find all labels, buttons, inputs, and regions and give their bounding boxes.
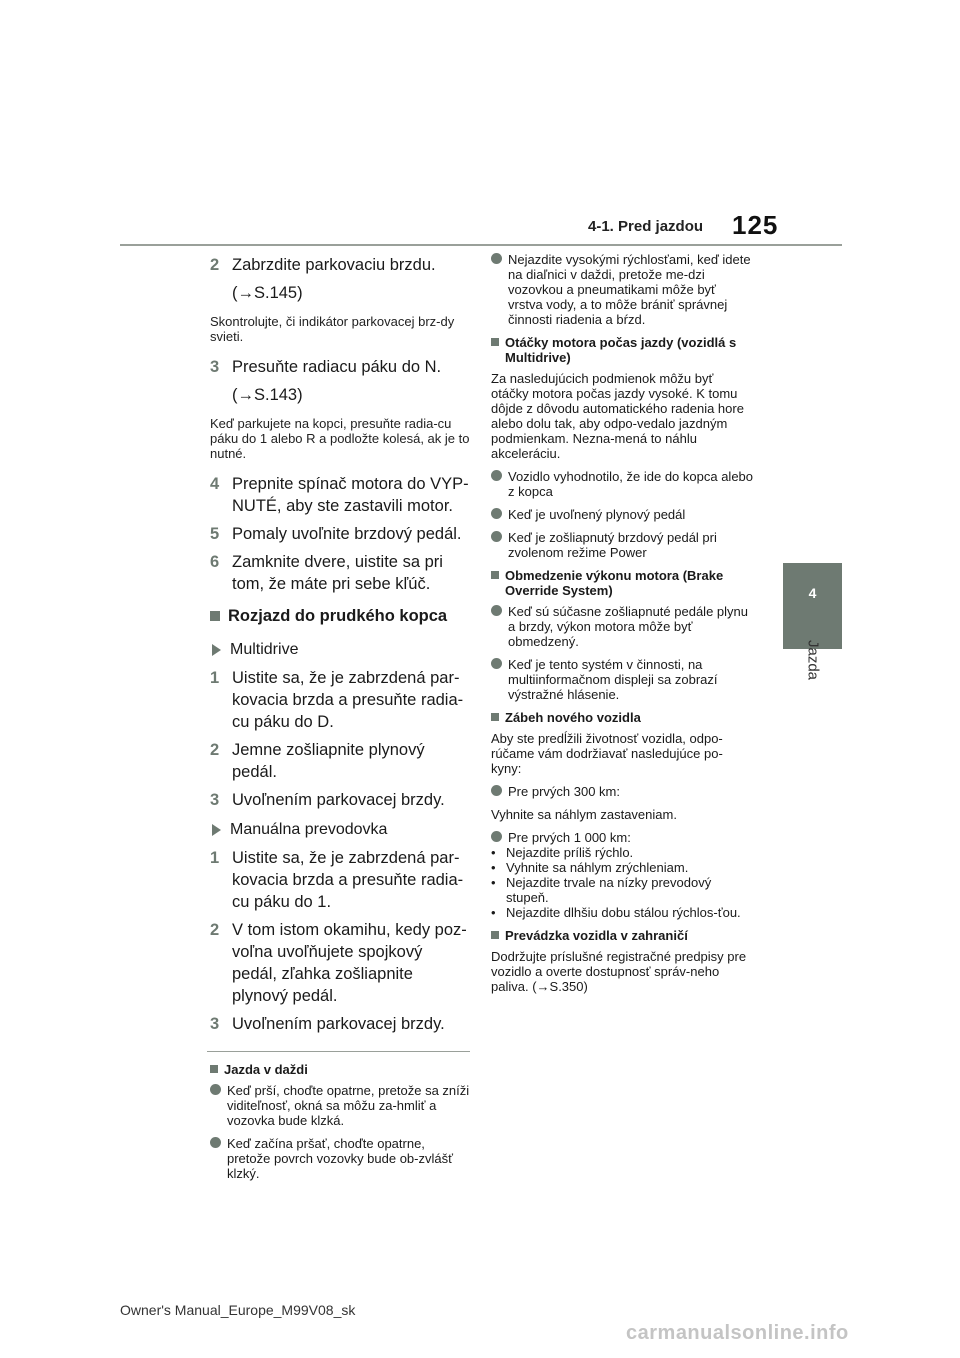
footer-text: Owner's Manual_Europe_M99V08_sk	[120, 1302, 356, 1318]
list-item	[210, 739, 470, 783]
dash-item-text: Nejazdite dlhšiu dobu stálou rýchlos-ťou.	[506, 905, 741, 920]
paragraph: Vyhnite sa náhlym zastaveniam.	[491, 807, 677, 822]
step-text: Uistite sa, že je zabrzdená par-kovacia brzda a presuňte radia-cu páku do D.	[232, 669, 464, 731]
step-text: Zamknite dvere, uistite sa pri tom, že máte pri sebe kľúč.	[232, 553, 443, 593]
bullet-item	[491, 507, 753, 522]
chapter-label-text: Jazda	[804, 640, 822, 681]
bullet-text: Pre prvých 1 000 km:	[508, 830, 631, 845]
step-text: Prepnite spínač motora do VYP-NUTÉ, aby ste zastavili motor.	[232, 475, 469, 515]
step-number: 1	[210, 669, 220, 687]
right-column	[491, 252, 753, 1002]
dot-bullet-icon	[210, 1084, 221, 1095]
heading-text: Rozjazd do prudkého kopca	[228, 607, 448, 625]
dot-bullet-icon	[491, 253, 502, 264]
bullet-item	[210, 1083, 470, 1128]
dot-bullet-icon	[491, 785, 502, 796]
step-3	[210, 356, 470, 378]
bullet-text: Vozidlo vyhodnotilo, že ide do kopca alebo z kopca	[508, 469, 754, 499]
bullet-item	[491, 530, 753, 560]
info-heading	[491, 568, 753, 598]
bullet-text: Keď začína pršať, choďte opatrne, pretože povrch vozovky bude ob-zvlášť klzký.	[227, 1136, 453, 1181]
dot-bullet-icon	[491, 470, 502, 481]
dash-list	[491, 845, 753, 920]
step-number: 3	[210, 791, 220, 809]
square-bullet-icon	[210, 1065, 218, 1073]
note: Skontrolujte, či indikátor parkovacej brz-dy svieti.	[210, 314, 455, 344]
page-number: 125	[732, 210, 779, 240]
section-title: 4-1. Pred jazdou	[588, 218, 704, 235]
list-item	[210, 847, 470, 913]
bullet-text: Keď je uvoľnený plynový pedál	[508, 507, 686, 522]
paragraph: Za nasledujúcich podmienok môžu byť otáčky motora počas jazdy vysoké. K tomu dôjde z dôvodu automatického radenia hore alebo dolu tak, aby odpo-vedalo jazdným podmienkam. Nezna-mená to náhlu akceleráciu.	[491, 371, 744, 461]
square-bullet-icon	[491, 571, 499, 579]
triangle-bullet-icon	[212, 824, 221, 836]
step-number: 2	[210, 921, 220, 939]
bullet-text: Nejazdite vysokými rýchlosťami, keď idete na diaľnici v daždi, pretože me-dzi vozovkou a pneumatikami môže byť vrstva vody, a to môže brániť správnej činnosti riadenia a bŕzd.	[508, 252, 751, 327]
step-number: 3	[210, 1015, 220, 1033]
step-text: Zabrzdite parkovaciu brzdu.	[232, 256, 436, 274]
step-text: Uvoľnením parkovacej brzdy.	[232, 1015, 445, 1033]
bullet-text: Keď je zošliapnutý brzdový pedál pri zvolenom režime Power	[508, 530, 717, 560]
dash-list-item: • Nejazdite príliš rýchlo.	[491, 845, 634, 860]
step-number: 2	[210, 256, 220, 274]
step-text: Uvoľnením parkovacej brzdy.	[232, 791, 445, 809]
dash-list-item: • Nejazdite trvale na nízky prevodový stupeň.	[491, 875, 753, 905]
list-item	[210, 919, 470, 1007]
step-text: Pomaly uvoľnite brzdový pedál.	[232, 525, 462, 543]
bullet-text: Keď je tento systém v činnosti, na multiinformačnom displeji sa zobrazí výstražné hlásenie.	[508, 657, 718, 702]
subheading-multidrive	[210, 639, 470, 661]
step-5	[210, 523, 470, 545]
subheading-text: Multidrive	[230, 641, 299, 658]
header-rule	[120, 244, 842, 246]
step-number: 2	[210, 741, 220, 759]
left-column	[210, 252, 470, 1189]
step-text: Uistite sa, že je zabrzdená par-kovacia brzda a presuňte radia-cu páku do 1.	[232, 849, 464, 911]
dash-list-item: • Nejazdite dlhšiu dobu stálou rýchlos-ťou.	[491, 905, 741, 920]
bullet-item	[491, 657, 753, 702]
bullet-item	[491, 784, 753, 799]
square-bullet-icon	[491, 713, 499, 721]
step-text: Presuňte radiacu páku do N.	[232, 358, 442, 376]
chapter-tab: 4	[783, 563, 842, 649]
step-2	[210, 254, 470, 276]
dot-bullet-icon	[491, 508, 502, 519]
dot-bullet-icon	[491, 831, 502, 842]
step-4	[210, 473, 470, 517]
list-item	[210, 1013, 470, 1035]
step-number: 6	[210, 553, 220, 571]
info-heading-text: Jazda v daždi	[224, 1062, 308, 1077]
chapter-label	[784, 640, 842, 690]
info-heading	[491, 710, 753, 725]
info-heading-text: Zábeh nového vozidla	[505, 710, 641, 725]
info-heading	[491, 928, 753, 943]
divider	[207, 1051, 470, 1052]
section-heading	[210, 605, 470, 627]
info-heading-text: Prevádzka vozidla v zahraničí	[505, 928, 688, 943]
step-number: 4	[210, 475, 220, 493]
bullet-item	[491, 604, 753, 649]
square-bullet-icon	[210, 611, 220, 621]
dot-bullet-icon	[210, 1137, 221, 1148]
dot-bullet-icon	[491, 531, 502, 542]
dash-item-text: Nejazdite príliš rýchlo.	[506, 845, 634, 860]
subheading-manual	[210, 819, 470, 841]
bullet-text: Keď sú súčasne zošliapnuté pedále plynu a brzdy, výkon motora môže byť obmedzený.	[508, 604, 748, 649]
paragraph: Aby ste predĺžili životnosť vozidla, odpo-rúčame vám dodržiavať nasledujúce po-kyny:	[491, 731, 723, 776]
step-text: V tom istom okamihu, kedy poz-voľna uvoľňujete spojkový pedál, zľahka zošliapnite plynový pedál.	[232, 921, 467, 1005]
step-6	[210, 551, 470, 595]
bullet-item	[491, 469, 753, 499]
dot-bullet-icon	[491, 605, 502, 616]
info-heading-text: Obmedzenie výkonu motora (Brake Override System)	[505, 568, 724, 598]
step-number: 5	[210, 525, 220, 543]
paragraph: Dodržujte príslušné registračné predpisy pre vozidlo a overte dostupnosť správ-neho paliva. (→S.350)	[491, 949, 747, 994]
page-reference: (→S.143)	[232, 386, 303, 404]
square-bullet-icon	[491, 931, 499, 939]
dash-item-text: Nejazdite trvale na nízky prevodový stupeň.	[506, 875, 712, 905]
dash-list-item: • Vyhnite sa náhlym zrýchleniam.	[491, 860, 689, 875]
square-bullet-icon	[491, 338, 499, 346]
bullet-text: Pre prvých 300 km:	[508, 784, 620, 799]
note: Keď parkujete na kopci, presuňte radia-cu páku do 1 alebo R a podložte kolesá, ak je to nutné.	[210, 416, 470, 461]
info-heading-text: Otáčky motora počas jazdy (vozidlá s Multidrive)	[505, 335, 737, 365]
dot-bullet-icon	[491, 658, 502, 669]
bullet-item	[491, 830, 753, 845]
info-heading	[491, 335, 753, 365]
step-number: 1	[210, 849, 220, 867]
subheading-text: Manuálna prevodovka	[230, 821, 388, 838]
bullet-item	[210, 1136, 470, 1181]
watermark: carmanualsonline.info	[626, 1322, 849, 1344]
bullet-item	[491, 252, 753, 327]
step-text: Jemne zošliapnite plynový pedál.	[232, 741, 425, 781]
info-heading	[210, 1062, 470, 1077]
triangle-bullet-icon	[212, 644, 221, 656]
step-number: 3	[210, 358, 220, 376]
bullet-text: Keď prší, choďte opatrne, pretože sa zníži viditeľnosť, okná sa môžu za-hmliť a vozovka bude klzká.	[227, 1083, 470, 1128]
page-reference: (→S.145)	[232, 284, 303, 302]
list-item	[210, 667, 470, 733]
dash-item-text: Vyhnite sa náhlym zrýchleniam.	[506, 860, 689, 875]
list-item	[210, 789, 470, 811]
